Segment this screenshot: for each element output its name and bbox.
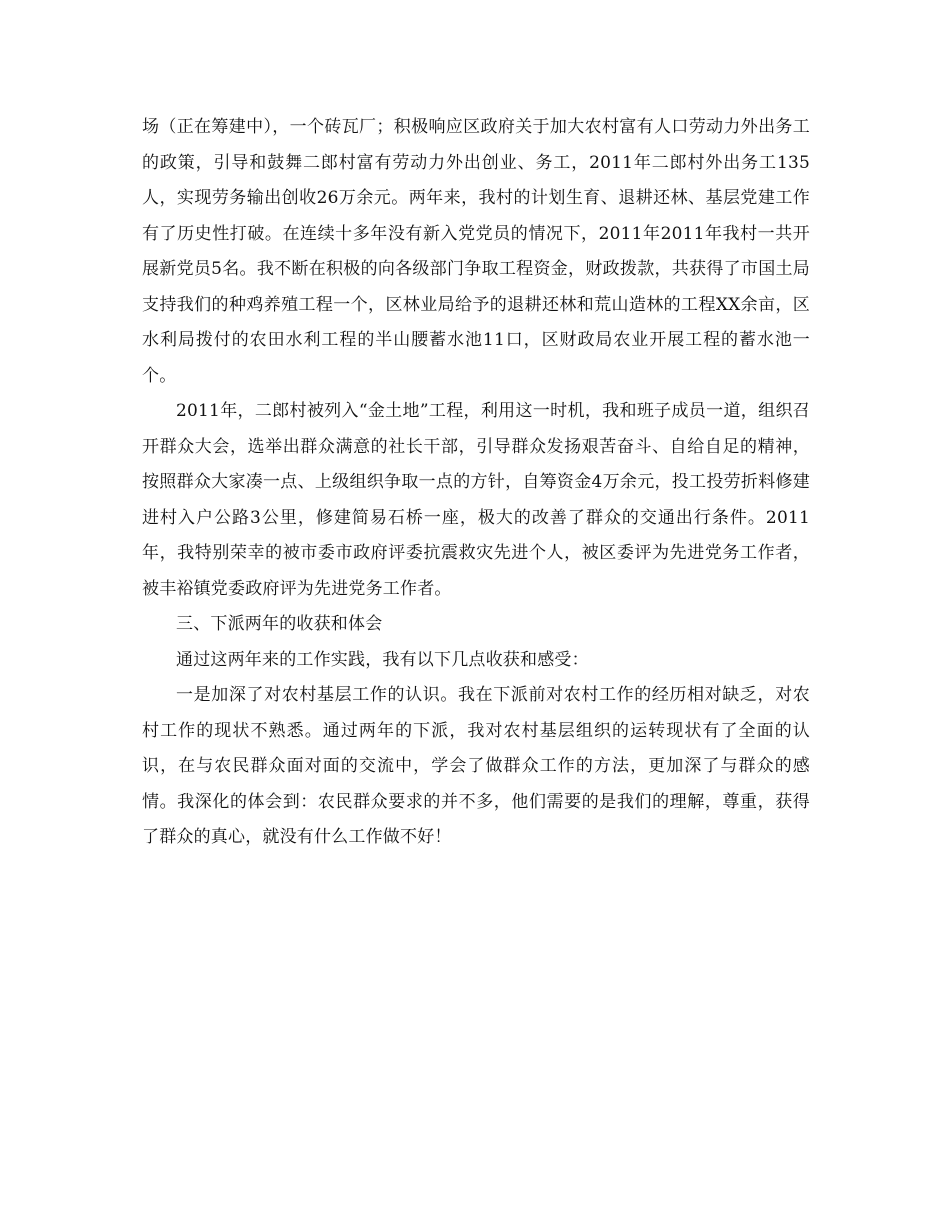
paragraph-3: 通过这两年来的工作实践，我有以下几点收获和感受： xyxy=(176,649,589,670)
section-heading: 三、下派两年的收获和体会 xyxy=(176,614,383,634)
document-body xyxy=(142,110,810,856)
paragraph-4: 一是加深了对农村基层工作的认识。我在下派前对农村工作的经历相对缺乏，对农村工作的现状不熟悉。通过两年的下派，我对农村基层组织的运转现状有了全面的认识，在与农民群众面对面的交流中，学会了做群众工作的方法，更加深了与群众的感情。我深化的体会到：农民群众要求的并不多，他们需要的是我们的理解，尊重，获得了群众的真心，就没有什么工作做不好！ xyxy=(142,685,810,847)
paragraph-1: 场（正在筹建中），一个砖瓦厂；积极响应区政府关于加大农村富有人口劳动力外出务工的政策，引导和鼓舞二郎村富有劳动力外出创业、务工，2011年二郎村外出务工135人，实现劳务输出创收26万余元。两年来，我村的计划生育、退耕还林、基层党建工作有了历史性打破。在连续十多年没有新入党党员的情况下，2011年2011年我村一共开展新党员5名。我不断在积极的向各级部门争取工程资金，财政拨款，共获得了市国土局支持我们的种鸡养殖工程一个，区林业局给予的退耕还林和荒山造林的工程XX余亩，区水利局拨付的农田水利工程的半山腰蓄水池11口，区财政局农业开展工程的蓄水池一个。 xyxy=(142,117,810,386)
paragraph-2: 2011年，二郎村被列入“金土地”工程，利用这一时机，我和班子成员一道，组织召开群众大会，选举出群众满意的社长干部，引导群众发扬艰苦奋斗、自给自足的精神，按照群众大家凑一点、上级组织争取一点的方针，自筹资金4万余元，投工投劳折料修建进村入户公路3公里，修建简易石桥一座，极大的改善了群众的交通出行条件。2011年，我特别荣幸的被市委市政府评委抗震救灾先进个人，被区委评为先进党务工作者，被丰裕镇党委政府评为先进党务工作者。 xyxy=(142,401,810,599)
